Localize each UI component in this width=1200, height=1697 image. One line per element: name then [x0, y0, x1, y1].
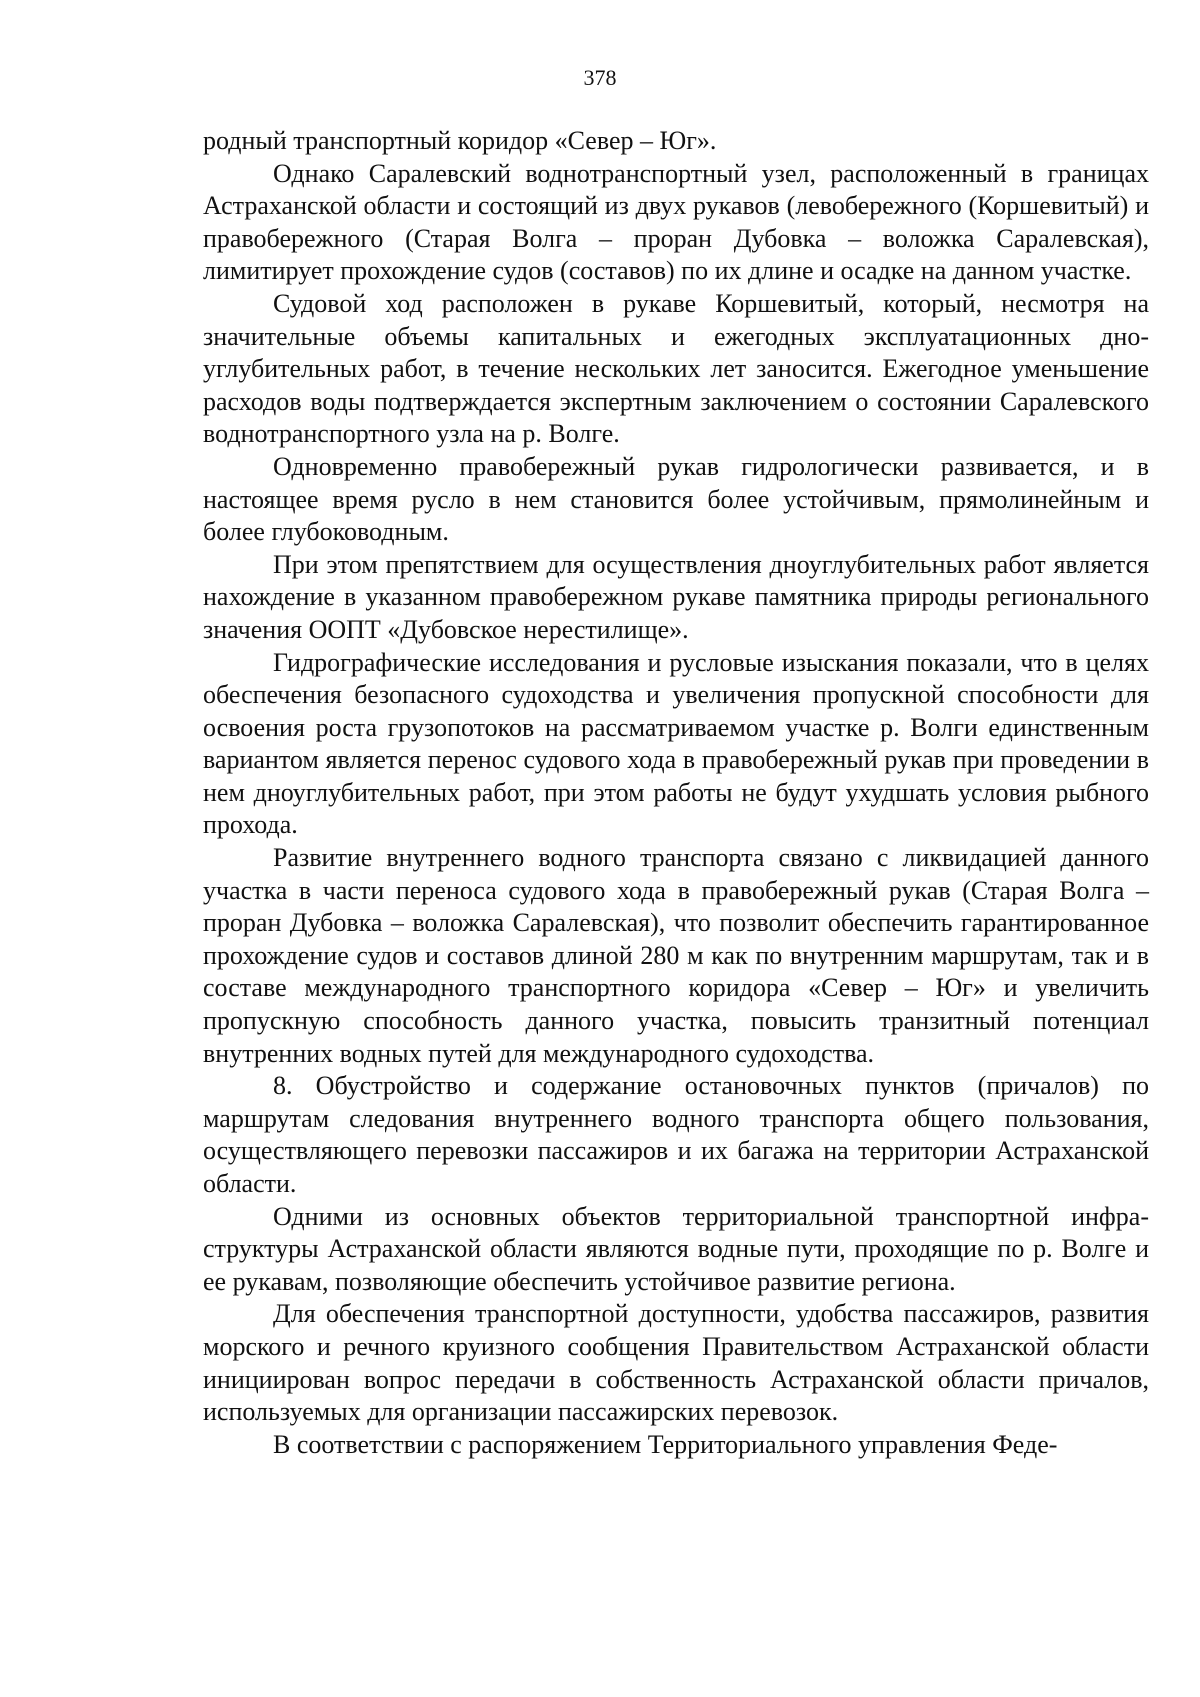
paragraph-6: Гидрографические исследования и русловые изыскания показали, что в целях обеспечения безопасного судоходства и увеличения пропускной способности для освоения роста грузопотоков на рассматриваемом участке р. Волги единственным вариантом является перенос судового хода в правобережный рукав при проведении в нем дноуглубительных работ, при этом работы не будут ухудшать условия рыбного прохода. — [203, 647, 1149, 840]
paragraph-9: Одними из основных объектов территориальной транспортной инфраструктуры Астраханской области являются водные пути, проходящие по р. Волге и ее рукавам, позволяющие обеспечить устойчивое развитие региона. — [203, 1201, 1149, 1296]
paragraph-11: В соответствии с распоряжением Территориального управления Феде- — [273, 1429, 1058, 1459]
paragraph-4: Одновременно правобережный рукав гидрологически развивается, и в настоящее время русло в нем становится более устойчивым, прямолинейным и более глубоководным. — [203, 451, 1149, 547]
paragraph-3: Судовой ход расположен в рукаве Коршевитый, который, несмотря на значительные объемы капитальных и ежегодных эксплуатационных дноуглубительных работ, в течение нескольких лет заносится. Ежегодное уменьшение расходов воды подтверждается экспертным заключением о состоянии Саралевского воднотранспортного узла на р. Волге. — [203, 288, 1149, 449]
paragraph-8: 8. Обустройство и содержание остановочных пунктов (причалов) по маршрутам следования внутреннего водного транспорта общего пользования, осуществляющего перевозки пассажиров и их багажа на территории Астраханской области. — [203, 1071, 1149, 1198]
paragraph-2: Однако Саралевский воднотранспортный узел, расположенный в границах Астраханской области и состоящий из двух рукавов (левобережного (Коршевитый) и правобережного (Старая Волга – проран Дубовка – воложка Саралевская), лимитирует прохождение судов (составов) по их длине и осадке на данном участке. — [203, 158, 1149, 286]
paragraph-10: Для обеспечения транспортной доступности, удобства пассажиров, развития морского и речного круизного сообщения Правительством Астраханской области инициирован вопрос передачи в собственность Астраханской области причалов, используемых для организации пассажирских перевозок. — [203, 1299, 1149, 1427]
document-body — [203, 125, 1149, 1461]
paragraph-7: Развитие внутреннего водного транспорта связано с ликвидацией данного участка в части переноса судового хода в правобережный рукав (Старая Волга – проран Дубовка – воложка Саралевская), что позволит обеспечить гарантированное прохождение судов и составов длиной 280 м как по внутренним маршрутам, так и в составе международного транспортного коридора «Север – Юг» и увеличить пропускную способность данного участка, повысить транзитный потенциал внутренних водных путей для международного судоходства. — [203, 843, 1149, 1068]
page-number: 378 — [583, 65, 617, 90]
paragraph-1: родный транспортный коридор «Север – Юг». — [203, 126, 717, 155]
paragraph-5: При этом препятствием для осуществления дноуглубительных работ является нахождение в указанном правобережном рукаве памятника природы регионального значения ООПТ «Дубовское нерестилище». — [203, 549, 1149, 644]
